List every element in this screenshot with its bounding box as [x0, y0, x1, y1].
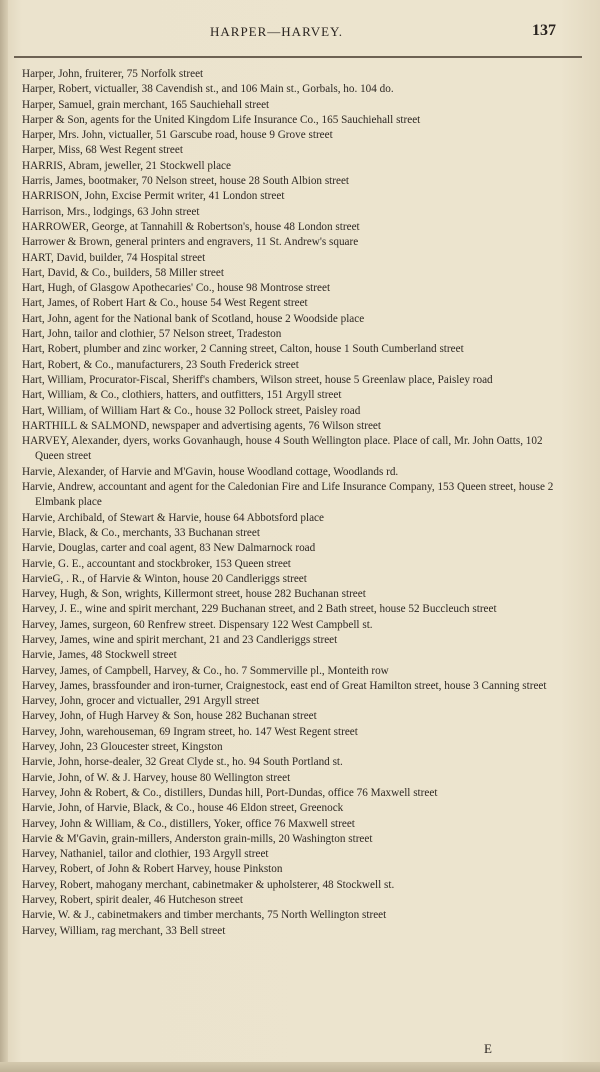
directory-entry: Harvie, Black, & Co., merchants, 33 Buchanan street [22, 526, 260, 539]
directory-entry: Harvey, John & Robert, & Co., distillers, Dundas hill, Port-Dundas, office 76 Maxwell street [22, 786, 438, 799]
page-gutter [0, 0, 8, 1072]
directory-entry: Hart, David, & Co., builders, 58 Miller street [22, 266, 224, 279]
directory-entry: Hart, Hugh, of Glasgow Apothecaries' Co., house 98 Montrose street [22, 282, 331, 295]
directory-entry: Hart, William, of William Hart & Co., house 32 Pollock street, Paisley road [22, 404, 361, 417]
directory-entry: Harvie, John, of Harvie, Black, & Co., house 46 Eldon street, Greenock [22, 802, 344, 815]
directory-entry: Hart, James, of Robert Hart & Co., house 54 West Regent street [22, 297, 308, 310]
directory-entry: Harris, James, bootmaker, 70 Nelson street, house 28 South Albion street [22, 175, 350, 188]
directory-entry: Harvie, G. E., accountant and stockbroker, 153 Queen street [22, 557, 291, 570]
directory-entry: Harvie, Alexander, of Harvie and M'Gavin, house Woodland cottage, Woodlands rd. [22, 465, 399, 478]
directory-entry: Hart, William, Procurator-Fiscal, Sheriff's chambers, Wilson street, house 5 Greenlaw place, Paisley road [22, 373, 493, 386]
running-head: HARPER—HARVEY. [210, 24, 343, 39]
directory-entry: Harvey, Nathaniel, tailor and clothier, 193 Argyll street [22, 848, 269, 861]
directory-entry: Harper & Son, agents for the United Kingdom Life Insurance Co., 165 Sauchiehall street [22, 113, 421, 126]
directory-entry: Harper, Samuel, grain merchant, 165 Sauchiehall street [22, 98, 270, 111]
directory-entry: Harvey, James, of Campbell, Harvey, & Co., ho. 7 Sommerville pl., Monteith row [22, 664, 389, 677]
page-bottom-edge [0, 1062, 600, 1072]
directory-entry: HarvieG, . R., of Harvie & Winton, house 20 Candleriggs street [22, 572, 307, 585]
directory-entry: Harvey, John, of Hugh Harvey & Son, house 282 Buchanan street [22, 710, 317, 723]
directory-entry: Harvey, James, wine and spirit merchant, 21 and 23 Candleriggs street [22, 633, 338, 646]
directory-entry: Harvie, Douglas, carter and coal agent, 83 New Dalmarnock road [22, 542, 316, 555]
directory-entry: Harvey, John, grocer and victualler, 291 Argyll street [22, 695, 260, 708]
directory-entry: Hart, Robert, & Co., manufacturers, 23 South Frederick street [22, 358, 299, 371]
directory-entry: HART, David, builder, 74 Hospital street [22, 251, 206, 264]
directory-entry: Harper, Robert, victualler, 38 Cavendish st., and 106 Main st., Gorbals, ho. 104 do. [22, 83, 394, 96]
directory-entry: Hart, John, agent for the National bank of Scotland, house 2 Woodside place [22, 312, 365, 325]
directory-entry: Harvie, Archibald, of Stewart & Harvie, house 64 Abbotsford place [22, 511, 324, 524]
directory-entry: Harper, John, fruiterer, 75 Norfolk street [22, 68, 204, 80]
directory-entry: Harvey, Hugh, & Son, wrights, Killermont street, house 282 Buchanan street [22, 588, 366, 601]
directory-entry: Harvey, James, surgeon, 60 Renfrew street. Dispensary 122 West Campbell st. [22, 618, 373, 631]
directory-entry: Hart, John, tailor and clothier, 57 Nelson street, Tradeston [22, 328, 282, 341]
directory-entry: HARRIS, Abram, jeweller, 21 Stockwell place [22, 159, 231, 172]
directory-entry: Harvie, W. & J., cabinetmakers and timber merchants, 75 North Wellington street [22, 909, 387, 922]
directory-entry: Harvie, Andrew, accountant and agent for the Caledonian Fire and Life Insurance Company, 153 Queen street, house 2 Elmbank place [22, 481, 554, 509]
directory-entry: Harvey, John, 23 Gloucester street, Kingston [22, 741, 223, 754]
directory-entry: HARVEY, Alexander, dyers, works Govanhaugh, house 4 South Wellington place. Place of call, Mr. John Oatts, 102 Queen street [22, 435, 543, 463]
directory-entries [22, 67, 562, 939]
directory-entry: Harvey, Robert, of John & Robert Harvey, house Pinkston [22, 863, 283, 876]
page-header [0, 20, 600, 44]
directory-entry: Harper, Miss, 68 West Regent street [22, 144, 183, 157]
directory-entry: Harper, Mrs. John, victualler, 51 Garscube road, house 9 Grove street [22, 129, 333, 142]
directory-entry: HARROWER, George, at Tannahill & Robertson's, house 48 London street [22, 220, 360, 233]
directory-entry: Harvey, J. E., wine and spirit merchant, 229 Buchanan street, and 2 Bath street, house 52 Buccleuch street [22, 603, 497, 616]
directory-entry: Harrower & Brown, general printers and engravers, 11 St. Andrew's square [22, 236, 359, 249]
directory-entry: Harvey, Robert, spirit dealer, 46 Hutcheson street [22, 894, 243, 907]
directory-entry: HARRISON, John, Excise Permit writer, 41 London street [22, 190, 285, 203]
signature-mark: E [484, 1041, 492, 1056]
directory-entry: Hart, Robert, plumber and zinc worker, 2 Canning street, Calton, house 1 South Cumberland street [22, 343, 464, 356]
page-number: 137 [532, 22, 556, 39]
directory-entry: Harvey, John, warehouseman, 69 Ingram street, ho. 147 West Regent street [22, 725, 358, 738]
directory-entry: Harrison, Mrs., lodgings, 63 John street [22, 205, 200, 218]
directory-entry: Harvey, Robert, mahogany merchant, cabinetmaker & upholsterer, 48 Stockwell st. [22, 878, 395, 891]
directory-entry: Harvey, John & William, & Co., distillers, Yoker, office 76 Maxwell street [22, 817, 355, 830]
directory-entry: Harvie, John, horse-dealer, 32 Great Clyde st., ho. 94 South Portland st. [22, 756, 343, 769]
directory-entry: Harvie, James, 48 Stockwell street [22, 649, 177, 662]
directory-entry: HARTHILL & SALMOND, newspaper and advertising agents, 76 Wilson street [22, 419, 381, 432]
directory-entry: Harvie, John, of W. & J. Harvey, house 80 Wellington street [22, 771, 291, 784]
directory-entry: Harvie & M'Gavin, grain-millers, Anderston grain-mills, 20 Washington street [22, 832, 373, 845]
directory-entry: Harvey, James, brassfounder and iron-turner, Craignestock, east end of Great Hamilton street, house 3 Canning street [22, 679, 547, 692]
header-rule [14, 56, 582, 58]
directory-entry: Harvey, William, rag merchant, 33 Bell street [22, 924, 226, 937]
directory-entry: Hart, William, & Co., clothiers, hatters, and outfitters, 151 Argyll street [22, 389, 342, 402]
